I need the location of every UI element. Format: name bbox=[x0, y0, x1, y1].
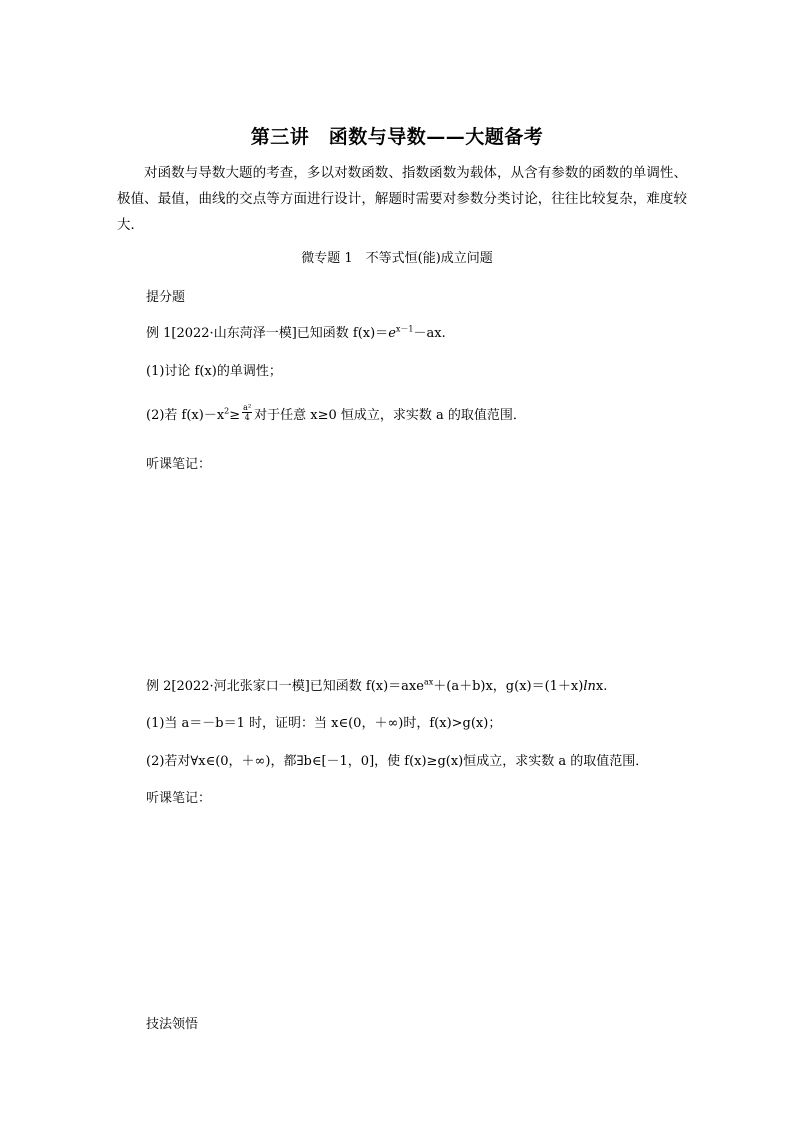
example-2-statement bbox=[146, 675, 607, 694]
example-1-prefix: 例 1[2022·山东菏泽一模]已知函数 f(x)＝ bbox=[146, 326, 389, 341]
fraction-denominator: 4 bbox=[244, 413, 250, 422]
intro-paragraph: 对函数与导数大题的考查，多以对数函数、指数函数为载体，从含有参数的函数的单调性、极值、最值，曲线的交点等方面进行设计，解题时需要对参数分类讨论，往往比较复杂，难度较大． bbox=[117, 165, 687, 233]
technique-label: 技法领悟 bbox=[146, 1017, 199, 1032]
example-2-part-1: (1)当 a＝－b＝1 时，证明：当 x∈(0，＋∞)时，f(x)>g(x)； bbox=[146, 716, 502, 731]
example-1-geq: ≥ bbox=[229, 408, 241, 423]
example-2-exponent: ax bbox=[423, 677, 434, 687]
fraction bbox=[242, 403, 252, 422]
example-2-prefix: 例 2[2022·河北张家口一模]已知函数 f(x)＝axe bbox=[146, 679, 424, 694]
example-2-ln: ln bbox=[583, 679, 596, 694]
example-1-part-2-suffix: 对于任意 x≥0 恒成立，求实数 a 的取值范围． bbox=[254, 408, 526, 423]
example-2-part-2: (2)若对∀x∈(0，＋∞)，都∃b∈[－1，0]，使 f(x)≥g(x)恒成立，求实数 a 的取值范围． bbox=[146, 754, 649, 769]
example-1-statement bbox=[146, 322, 446, 341]
example-2-mid: ＋(a＋b)x，g(x)＝(1＋x) bbox=[433, 679, 584, 694]
example-1-exponent: x－1 bbox=[395, 324, 414, 334]
example-1-square: 2 bbox=[224, 406, 230, 416]
example-2-suffix: x. bbox=[595, 679, 608, 694]
example-2-notes-label: 听课笔记： bbox=[146, 791, 212, 806]
example-1-part-2 bbox=[146, 404, 526, 425]
fraction-numerator: a² bbox=[243, 403, 252, 412]
example-1-suffix: －ax. bbox=[413, 326, 446, 341]
example-1-e: e bbox=[388, 326, 396, 341]
page-title: 第三讲 函数与导数——大题备考 bbox=[250, 126, 544, 148]
subtopic-heading: 微专题 1 不等式恒(能)成立问题 bbox=[301, 251, 493, 266]
example-1-part-1: (1)讨论 f(x)的单调性； bbox=[146, 364, 282, 379]
section-label: 提分题 bbox=[146, 290, 186, 305]
example-1-notes-label: 听课笔记： bbox=[146, 457, 212, 472]
example-1-part-2-prefix: (2)若 f(x)－x bbox=[146, 408, 225, 423]
